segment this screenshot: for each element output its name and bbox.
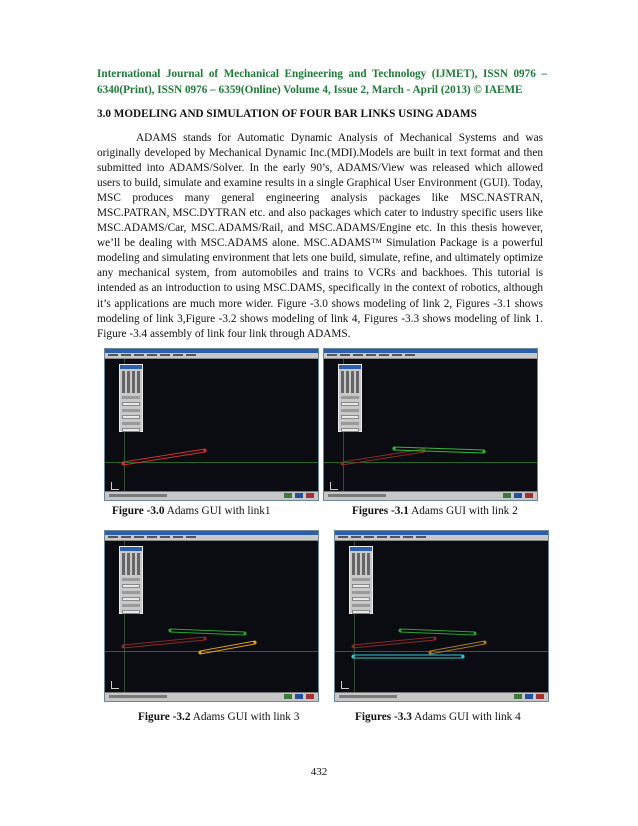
joint-marker: [203, 449, 206, 452]
joint-marker: [433, 637, 436, 640]
link-bar: [170, 629, 245, 635]
link-bar: [342, 449, 424, 465]
link-geometry: [335, 531, 548, 701]
figure-3-1-caption: [352, 505, 518, 517]
joint-marker: [351, 655, 354, 658]
joint-marker: [203, 637, 206, 640]
joint-marker: [198, 651, 201, 654]
figure-3-3-caption: [355, 711, 521, 723]
figure-label: Figure -3.0: [112, 505, 165, 517]
link-bar: [200, 641, 255, 654]
joint-marker: [351, 645, 354, 648]
figure-caption-text: Adams GUI with link 2: [411, 505, 518, 517]
link-bar: [353, 655, 463, 658]
link-geometry: [105, 531, 318, 701]
joint-marker: [461, 655, 464, 658]
figure-label: Figures -3.1: [352, 505, 409, 517]
joint-marker: [121, 645, 124, 648]
figure-3-3-screenshot: [334, 530, 549, 702]
joint-marker: [168, 629, 171, 632]
journal-header: International Journal of Mechanical Engineering and Technology (IJMET), ISSN 0976 – 6340(Print), ISSN 0976 – 6359(Online) Volume 4, Issue 2, March - April (2013) © IAEME: [97, 68, 547, 96]
figure-3-1-screenshot: [323, 348, 538, 501]
figure-caption-text: Adams GUI with link 4: [414, 711, 521, 723]
link-geometry: [105, 349, 318, 500]
joint-marker: [482, 450, 485, 453]
figure-caption-text: Adams GUI with link1: [166, 505, 271, 517]
link-bar: [353, 637, 435, 648]
link-bar: [123, 449, 205, 465]
joint-marker: [473, 632, 476, 635]
figure-3-2-caption: [138, 711, 299, 723]
section-title: 3.0 MODELING AND SIMULATION OF FOUR BAR LINKS USING ADAMS: [97, 108, 477, 120]
body-text: [97, 131, 543, 342]
joint-marker: [253, 641, 256, 644]
window-statusbar: [105, 692, 318, 701]
figure-3-0-screenshot: [104, 348, 319, 501]
window-statusbar: [105, 491, 318, 500]
link-bar: [123, 637, 205, 648]
figure-label: Figure -3.2: [138, 711, 191, 723]
page-number: 432: [310, 766, 328, 778]
link-bar: [400, 629, 475, 635]
figure-3-2-screenshot: [104, 530, 319, 702]
joint-marker: [243, 632, 246, 635]
joint-marker: [483, 641, 486, 644]
joint-marker: [340, 462, 343, 465]
figure-caption-text: Adams GUI with link 3: [192, 711, 300, 723]
figure-3-0-caption: [112, 505, 271, 517]
link-bar: [430, 641, 485, 654]
joint-marker: [398, 629, 401, 632]
joint-marker: [392, 447, 395, 450]
joint-marker: [428, 651, 431, 654]
figure-label: Figures -3.3: [355, 711, 412, 723]
joint-marker: [121, 462, 124, 465]
link-geometry: [324, 349, 537, 500]
window-statusbar: [335, 692, 548, 701]
body-paragraph: ADAMS stands for Automatic Dynamic Analysis of Mechanical Systems and was originally developed by Mechanical Dynamic Inc.(MDI).Models are built in text format and then submitted into ADAMS/Solver. In the early 90’s, ADAMS/View was released which allowed users to build, simulate and examine results in a single Graphical User Environment (GUI). Today, MSC produces many general engineering analysis packages like MSC.NASTRAN, MSC.PATRAN, MSC.DYTRAN etc. and also packages which cater to industry specific users like MSC.ADAMS/Car, MSC.ADAMS/Rail, and MSC.ADAMS/Engine etc. In this thesis however, we’ll be dealing with MSC.ADAMS alone. MSC.ADAMS™ Simulation Package is a powerful modeling and simulating environment that lets one build, simulate, refine, and ultimately optimize any mechanical system, from automobiles and trains to VCRs and backhoes. This tutorial is intended as an introduction to using MSC.DAMS, specifically in the context of robotics, although it’s applications are much more wider. Figure -3.0 shows modeling of link 2, Figures -3.1 shows modeling of link 3,Figure -3.2 shows modeling of link 4, Figures -3.3 shows modeling of link 1. Figure -3.4 assembly of link four link through ADAMS.: [97, 132, 543, 340]
window-statusbar: [324, 491, 537, 500]
